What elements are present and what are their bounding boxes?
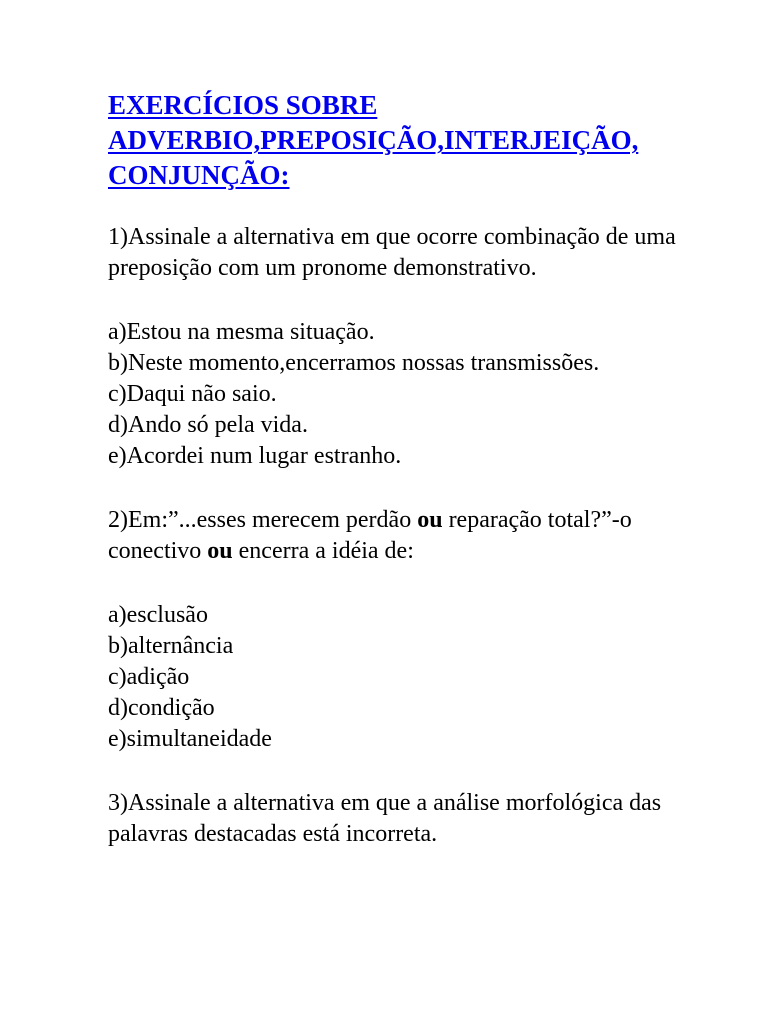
question-2-line-2 — [108, 536, 768, 567]
document-title-link[interactable] — [108, 88, 768, 193]
question-2-highlight-ou: ou — [417, 507, 443, 533]
question-1-option-d: d)Ando só pela vida. — [108, 412, 308, 438]
question-3-line-1: 3)Assinale a alternativa em que a análise morfológica das — [108, 790, 662, 816]
title-line-3: CONJUNÇÃO: — [108, 160, 290, 190]
question-1-option-a: a)Estou na mesma situação. — [108, 319, 375, 345]
question-1-option-e: e)Acordei num lugar estranho. — [108, 443, 402, 469]
question-2-highlight-ou-2: ou — [207, 538, 233, 564]
question-2-line-2-text-after: encerra a idéia de: — [232, 538, 414, 564]
question-1-options — [108, 317, 768, 472]
question-1 — [108, 222, 768, 284]
question-1-option-b: b)Neste momento,encerramos nossas transmissões. — [108, 350, 600, 376]
document-page — [108, 88, 768, 850]
question-1-option-c: c)Daqui não saio. — [108, 381, 277, 407]
question-2-option-b: b)alternância — [108, 633, 234, 659]
question-2-line-1 — [108, 505, 768, 536]
title-line-2: ADVERBIO,PREPOSIÇÃO,INTERJEIÇÃO, — [108, 125, 639, 155]
question-1-line-2: preposição com um pronome demonstrativo. — [108, 255, 537, 281]
question-2-line-1-text-before: 2)Em:”...esses merecem perdão — [108, 507, 418, 533]
question-3 — [108, 788, 768, 850]
question-2 — [108, 505, 768, 567]
question-1-line-1: 1)Assinale a alternativa em que ocorre combinação de uma — [108, 224, 676, 250]
question-2-option-e: e)simultaneidade — [108, 726, 272, 752]
question-2-option-a: a)esclusão — [108, 602, 208, 628]
question-2-option-d: d)condição — [108, 695, 215, 721]
question-2-line-2-text-before: conectivo — [108, 538, 208, 564]
question-2-option-c: c)adição — [108, 664, 190, 690]
question-3-line-2: palavras destacadas está incorreta. — [108, 821, 438, 847]
title-line-1: EXERCÍCIOS SOBRE — [108, 90, 378, 120]
question-2-options — [108, 600, 768, 755]
question-2-line-1-text-after: reparação total?”-o — [442, 507, 632, 533]
